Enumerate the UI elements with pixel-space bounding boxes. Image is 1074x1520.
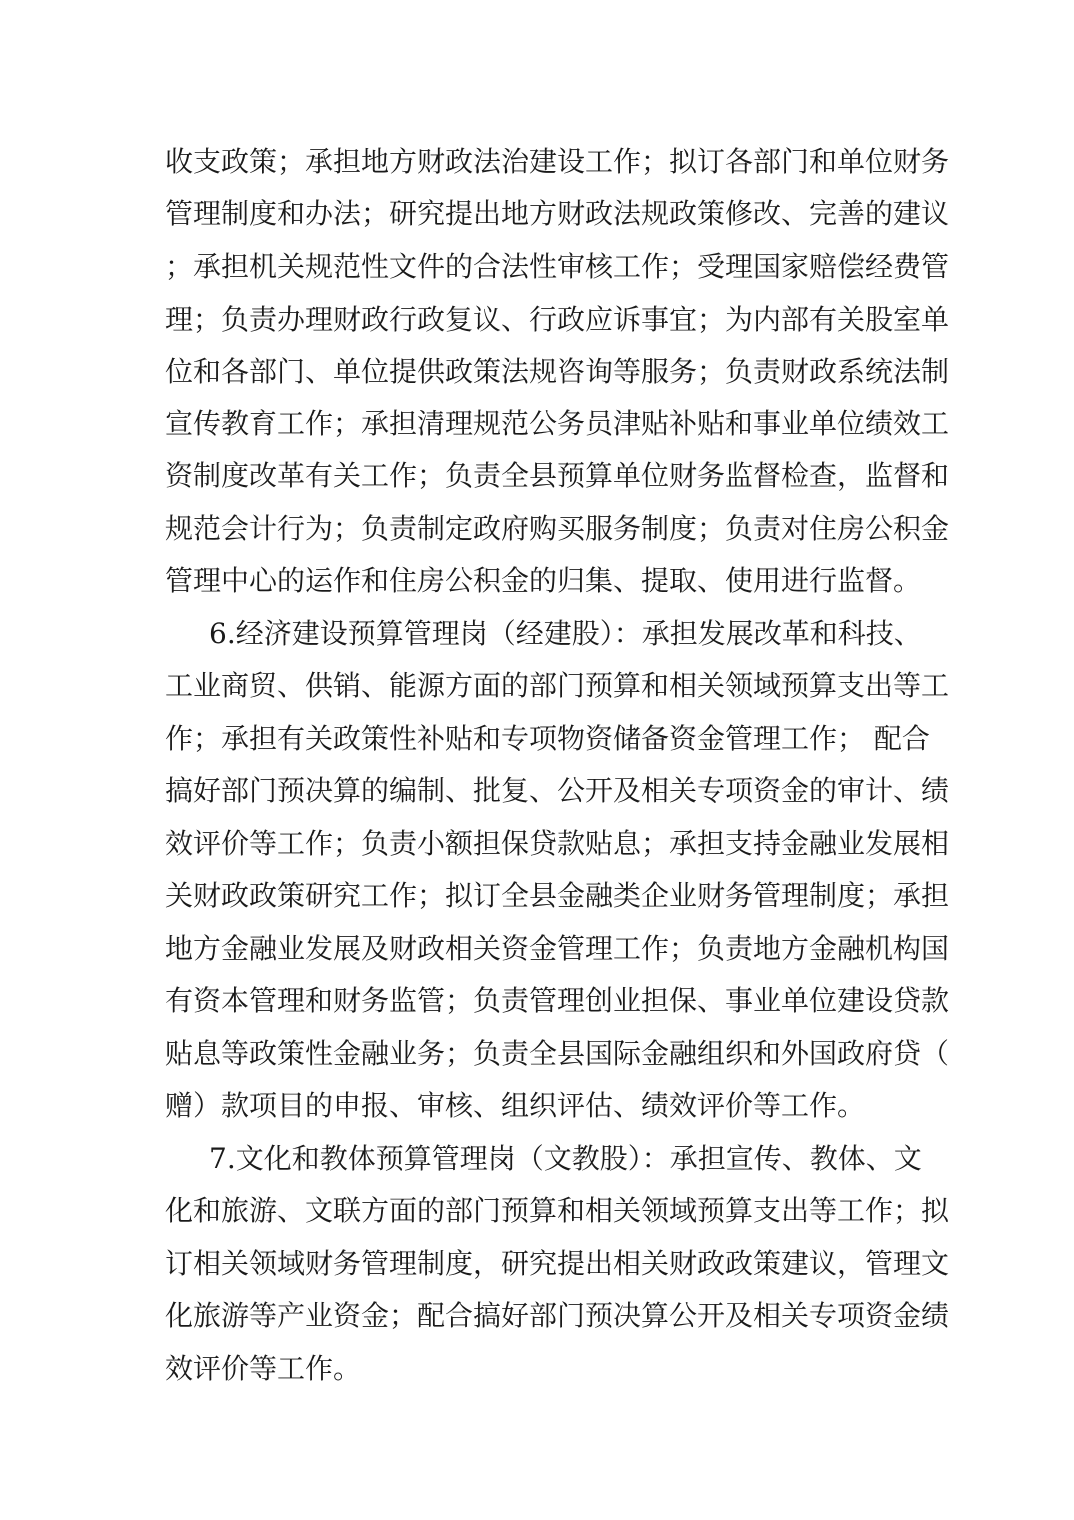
text-line: 资制度改革有关工作；负责全县预算单位财务监督检查，监督和	[165, 459, 950, 492]
text-line: 宣传教育工作；承担清理规范公务员津贴补贴和事业单位绩效工	[165, 407, 950, 440]
text-line: 搞好部门预决算的编制、批复、公开及相关专项资金的审计、绩	[165, 774, 950, 807]
text-line: ；承担机关规范性文件的合法性审核工作；受理国家赔偿经费管	[165, 250, 950, 283]
text-line: 效评价等工作；负责小额担保贷款贴息；承担支持金融业发展相	[165, 827, 950, 860]
paragraph-heading: 6.经济建设预算管理岗（经建股）：承担发展改革和科技、	[209, 617, 922, 650]
text-line: 作；承担有关政策性补贴和专项物资储备资金管理工作； 配合	[165, 722, 930, 755]
text-line: 工业商贸、供销、能源方面的部门预算和相关领域预算支出等工	[165, 669, 950, 702]
text-line: 化旅游等产业资金；配合搞好部门预决算公开及相关专项资金绩	[165, 1299, 950, 1332]
text-line: 地方金融业发展及财政相关资金管理工作；负责地方金融机构国	[165, 932, 950, 965]
paragraph-heading: 7.文化和教体预算管理岗（文教股）：承担宣传、教体、文	[209, 1142, 922, 1175]
text-line: 效评价等工作。	[165, 1352, 362, 1385]
text-line: 贴息等政策性金融业务；负责全县国际金融组织和外国政府贷（	[165, 1037, 950, 1070]
text-line: 管理制度和办法；研究提出地方财政法规政策修改、完善的建议	[165, 197, 950, 230]
text-line: 关财政政策研究工作；拟订全县金融类企业财务管理制度；承担	[165, 879, 950, 912]
text-line: 赠）款项目的申报、审核、组织评估、绩效评价等工作。	[165, 1089, 866, 1122]
text-line: 管理中心的运作和住房公积金的归集、提取、使用进行监督。	[165, 564, 922, 597]
text-line: 有资本管理和财务监管；负责管理创业担保、事业单位建设贷款	[165, 984, 950, 1017]
text-line: 收支政策；承担地方财政法治建设工作；拟订各部门和单位财务	[165, 145, 950, 178]
text-line: 位和各部门、单位提供政策法规咨询等服务；负责财政系统法制	[165, 355, 950, 388]
text-line: 规范会计行为；负责制定政府购买服务制度；负责对住房公积金	[165, 512, 950, 545]
text-line: 订相关领域财务管理制度，研究提出相关财政政策建议，管理文	[165, 1247, 950, 1280]
text-line: 理；负责办理财政行政复议、行政应诉事宜；为内部有关股室单	[165, 303, 950, 336]
text-line: 化和旅游、文联方面的部门预算和相关领域预算支出等工作；拟	[165, 1194, 950, 1227]
